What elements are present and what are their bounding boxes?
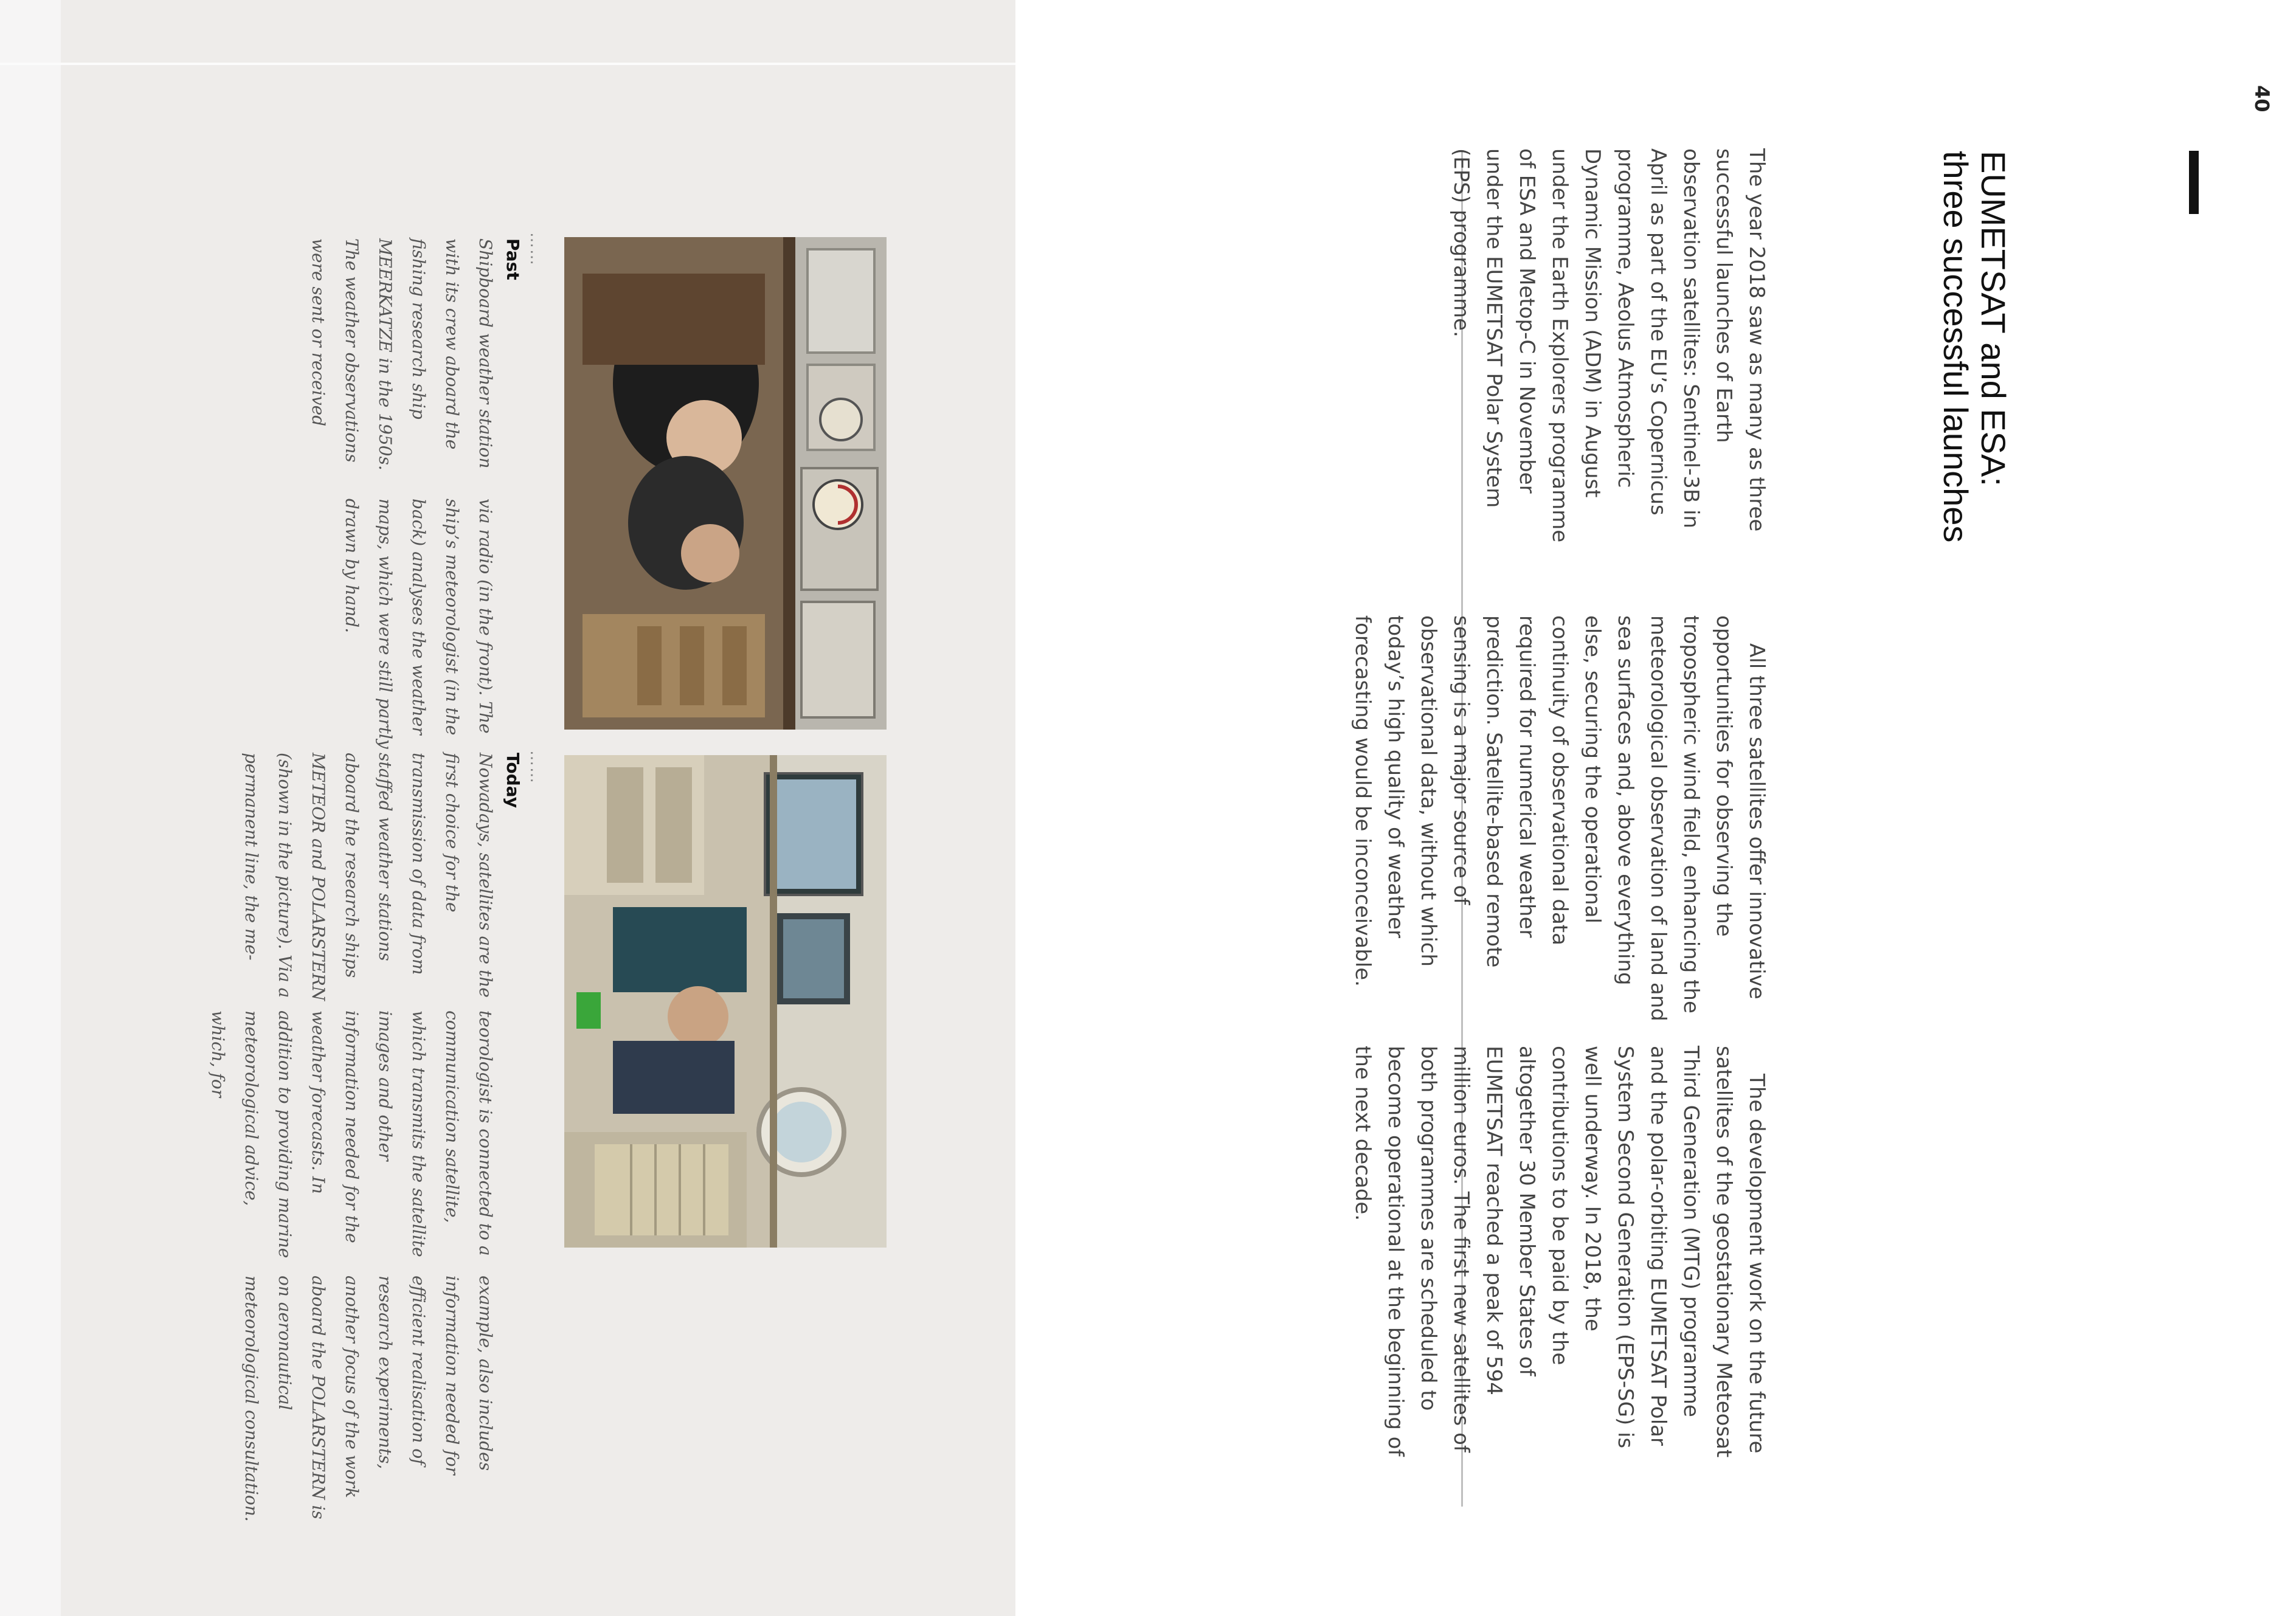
past-weather-station-photo: [564, 237, 887, 730]
body-column-3: The development work on the future satellites of the geostationary Meteosat Third Generation (MTG) programme and the polar-orbiting EUMETSAT Polar System Second Generation (EPS-SG) is well underway. In 2018, the contributions to be paid by the altogether 30 Member States of EUMETSAT reached a peak of 594 million euros. The first new satellites of both programmes are scheduled to become operational at the beginning of the next decade.: [1350, 1046, 1769, 1458]
body-column-2: All three satellites offer innovative opportunities for observing the tropospheric wind field, enhancing the meteorological observation of land and sea surfaces and, above everything else, securing the operational continuity of observational data required for numerical weather prediction. Satellite-based remote sensing is a major source of observational data, without which today’s high quality of weather forecasting would be inconceivable.: [1350, 615, 1769, 1021]
today-caption-column-1: Nowadays, satellites are the first choice for the transmission of data from staffed weather stations aboard the research ships METEOR and POLARSTERN (shown in the picture). Via a permanent line, the me-: [241, 753, 496, 1001]
title-line-1: EUMETSAT and ESA:: [1974, 151, 2013, 486]
page-title: [1937, 151, 2012, 576]
page-number: 40: [2250, 85, 2274, 112]
body-column-1: The year 2018 saw as many as three successful launches of Earth observation satellites: Sentinel-3B in April as part of the EU’s Copernicus programme, Aeolus Atmospheric Dynamic Mission (ADM) in August under the Earth Explorers programme of ESA and Metop-C in November under the EUMETSAT Polar System (EPS) programme.: [1449, 148, 1769, 543]
title-line-2: three successful launches: [1937, 151, 1975, 543]
past-caption-column-2: via radio (in the front). The ship’s meteorologist (in the back) analyses the weather maps, which were still partly drawn by hand.: [342, 499, 496, 749]
past-label: Past: [503, 238, 523, 280]
today-caption-column-2: teorologist is connected to a communication satellite, which transmits the satellite images and other information needed for the weather forecasts. In addition to providing marine meteorological advice, which, for: [208, 1010, 496, 1259]
past-dots: ……: [527, 232, 545, 266]
today-label: Today: [503, 753, 523, 808]
today-caption-column-3: example, also includes information needed for efficient realisation of research experiments, another focus of the work aboard the POLARSTERN is on aeronautical meteorological consultation.: [241, 1276, 496, 1522]
today-dots: ……: [527, 750, 545, 784]
today-weather-station-photo: [564, 755, 887, 1248]
past-caption-column-1: Shipboard weather station with its crew aboard the fishing research ship MEERKATZE in the 1950s. The weather observations were sent or received: [308, 238, 496, 471]
heading-accent-bar: [2189, 151, 2199, 214]
